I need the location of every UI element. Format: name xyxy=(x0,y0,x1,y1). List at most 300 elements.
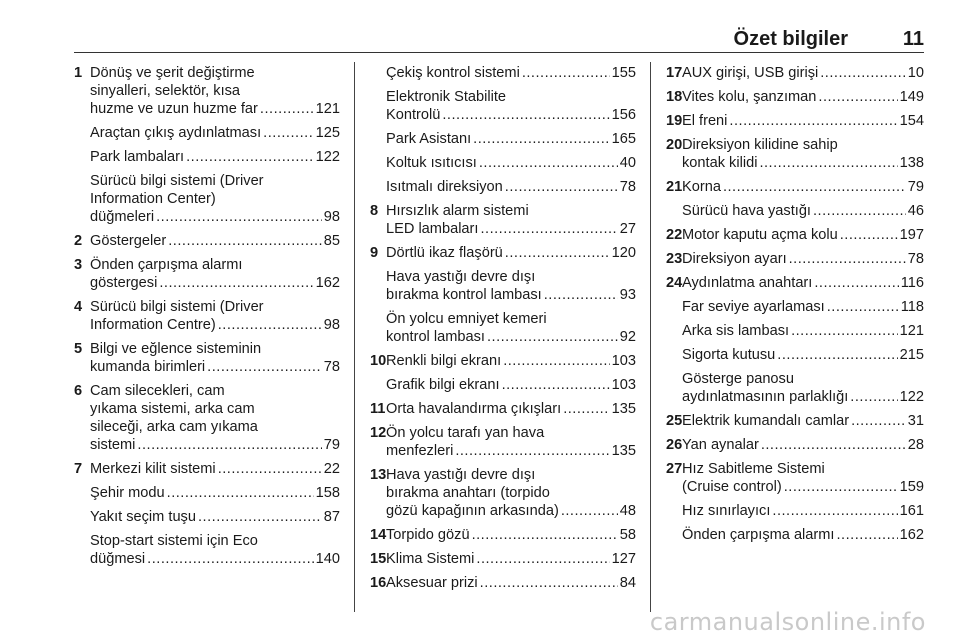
entry-last-line xyxy=(682,250,924,268)
dot-leader xyxy=(207,358,322,376)
entry-line: Stop-start sistemi için Eco xyxy=(90,533,258,549)
entry-last-line xyxy=(682,274,924,292)
entry-label: Information Centre) xyxy=(90,317,216,333)
entry-label: bırakma kontrol lambası xyxy=(386,287,542,303)
dot-leader xyxy=(156,208,322,226)
index-entry xyxy=(370,244,636,262)
entry-line: Hırsızlık alarm sistemi xyxy=(386,203,529,219)
entry-label: Koltuk ısıtıcısı xyxy=(386,155,477,171)
entry-line: Hava yastığı devre dışı xyxy=(386,269,536,285)
entry-label: Yakıt seçim tuşu xyxy=(90,509,196,525)
entry-text xyxy=(682,322,924,340)
page-reference: 48 xyxy=(619,503,636,519)
entry-label: kontak kilidi xyxy=(682,155,758,171)
dot-leader xyxy=(476,550,609,568)
dot-leader xyxy=(761,436,906,454)
entry-last-line xyxy=(386,442,636,460)
page-reference: 127 xyxy=(611,551,636,567)
item-number: 7 xyxy=(74,461,83,477)
index-entry xyxy=(370,268,636,304)
index-entry xyxy=(74,124,340,142)
entry-label: Merkezi kilit sistemi xyxy=(90,461,216,477)
entry-text xyxy=(682,274,924,292)
page-title: Özet bilgiler xyxy=(733,28,848,50)
entry-text xyxy=(90,484,340,502)
entry-last-line xyxy=(386,106,636,124)
column-divider-1 xyxy=(354,62,355,612)
index-entry xyxy=(370,154,636,172)
entry-last-line xyxy=(386,178,636,196)
entry-label: kumanda birimleri xyxy=(90,359,206,375)
entry-text xyxy=(682,460,924,496)
dot-leader xyxy=(218,460,322,478)
dot-leader xyxy=(729,112,897,130)
dot-leader xyxy=(563,400,609,418)
dot-leader xyxy=(455,442,609,460)
entry-text xyxy=(386,268,636,304)
entry-text xyxy=(386,202,636,238)
entry-label: sistemi xyxy=(90,437,136,453)
item-number: 11 xyxy=(370,401,386,417)
entry-line: Information Center) xyxy=(90,191,216,207)
page-number: 11 xyxy=(902,28,924,50)
item-number: 6 xyxy=(74,383,83,399)
entry-last-line xyxy=(682,202,924,220)
entry-label: Aksesuar prizi xyxy=(386,575,478,591)
item-number: 2 xyxy=(74,233,83,249)
entry-line: Ön yolcu tarafı yan hava xyxy=(386,425,545,441)
entry-line: yıkama sistemi, arka cam xyxy=(90,401,255,417)
index-entry xyxy=(74,232,340,250)
dot-leader xyxy=(561,502,618,520)
dot-leader xyxy=(850,388,897,406)
dot-leader xyxy=(777,346,897,364)
dot-leader xyxy=(147,550,313,568)
entry-last-line xyxy=(386,64,636,82)
entry-text xyxy=(90,298,340,334)
page-reference: 93 xyxy=(619,287,636,303)
entry-last-line xyxy=(682,322,924,340)
entry-label: düğmeleri xyxy=(90,209,155,225)
entry-text xyxy=(90,382,340,454)
index-entry xyxy=(370,526,636,544)
entry-label: huzme ve uzun huzme far xyxy=(90,101,258,117)
dot-leader xyxy=(168,232,322,250)
index-entry xyxy=(74,532,340,568)
entry-label: El freni xyxy=(682,113,728,129)
entry-label: AUX girişi, USB girişi xyxy=(682,65,819,81)
entry-label: Motor kaputu açma kolu xyxy=(682,227,838,243)
index-column-right xyxy=(666,64,924,550)
dot-leader xyxy=(772,502,897,520)
index-entry xyxy=(666,460,924,496)
page-reference: 158 xyxy=(315,485,340,501)
entry-text xyxy=(682,64,924,82)
page-reference: 28 xyxy=(907,437,924,453)
entry-last-line xyxy=(90,436,340,454)
entry-text xyxy=(90,124,340,142)
item-number: 16 xyxy=(370,575,387,591)
entry-last-line xyxy=(90,274,340,292)
entry-text xyxy=(90,508,340,526)
dot-leader xyxy=(784,478,898,496)
dot-leader xyxy=(759,154,897,172)
item-number: 26 xyxy=(666,437,683,453)
entry-label: Far seviye ayarlaması xyxy=(682,299,825,315)
page-reference: 85 xyxy=(323,233,340,249)
entry-text xyxy=(90,460,340,478)
page-reference: 10 xyxy=(907,65,924,81)
item-number: 4 xyxy=(74,299,83,315)
entry-line: Cam silecekleri, cam xyxy=(90,383,225,399)
entry-last-line xyxy=(386,526,636,544)
page-reference: 120 xyxy=(611,245,636,261)
dot-leader xyxy=(167,484,314,502)
entry-text xyxy=(386,466,636,520)
index-entry xyxy=(666,250,924,268)
entry-last-line xyxy=(386,550,636,568)
entry-text xyxy=(682,226,924,244)
entry-label: düğmesi xyxy=(90,551,146,567)
index-entry xyxy=(370,424,636,460)
page-reference: 125 xyxy=(315,125,340,141)
entry-last-line xyxy=(386,502,636,520)
entry-label: Isıtmalı direksiyon xyxy=(386,179,503,195)
page-reference: 159 xyxy=(899,479,924,495)
entry-last-line xyxy=(386,574,636,592)
page-reference: 121 xyxy=(315,101,340,117)
dot-leader xyxy=(814,274,898,292)
entry-label: kontrol lambası xyxy=(386,329,485,345)
index-entry xyxy=(370,400,636,418)
column-divider-2 xyxy=(650,62,651,612)
entry-label: Korna xyxy=(682,179,721,195)
dot-leader xyxy=(503,352,609,370)
index-entry xyxy=(666,226,924,244)
dot-leader xyxy=(813,202,906,220)
page-reference: 98 xyxy=(323,209,340,225)
entry-last-line xyxy=(682,526,924,544)
page-reference: 197 xyxy=(899,227,924,243)
entry-label: Şehir modu xyxy=(90,485,165,501)
entry-text xyxy=(386,376,636,394)
dot-leader xyxy=(260,100,314,118)
entry-last-line xyxy=(682,112,924,130)
dot-leader xyxy=(851,412,906,430)
entry-line: Ön yolcu emniyet kemeri xyxy=(386,311,547,327)
entry-last-line xyxy=(90,550,340,568)
entry-last-line xyxy=(682,346,924,364)
entry-line: Önden çarpışma alarmı xyxy=(90,257,243,273)
entry-label: Yan aynalar xyxy=(682,437,759,453)
page-reference: 162 xyxy=(315,275,340,291)
page-reference: 154 xyxy=(899,113,924,129)
dot-leader xyxy=(791,322,898,340)
index-entry xyxy=(370,130,636,148)
entry-last-line xyxy=(386,376,636,394)
entry-text xyxy=(682,250,924,268)
index-entry xyxy=(666,322,924,340)
entry-text xyxy=(682,346,924,364)
entry-text xyxy=(682,112,924,130)
page-reference: 155 xyxy=(611,65,636,81)
index-entry xyxy=(666,346,924,364)
index-entry xyxy=(370,550,636,568)
page-reference: 165 xyxy=(611,131,636,147)
page-reference: 161 xyxy=(899,503,924,519)
entry-text xyxy=(386,574,636,592)
entry-label: Orta havalandırma çıkışları xyxy=(386,401,562,417)
entry-last-line xyxy=(386,328,636,346)
page-reference: 118 xyxy=(900,299,924,315)
entry-text xyxy=(386,178,636,196)
entry-label: Sigorta kutusu xyxy=(682,347,776,363)
entry-line: Sürücü bilgi sistemi (Driver xyxy=(90,299,264,315)
index-entry xyxy=(74,382,340,454)
entry-label: (Cruise control) xyxy=(682,479,782,495)
entry-last-line xyxy=(90,232,340,250)
entry-last-line xyxy=(682,478,924,496)
index-entry xyxy=(666,178,924,196)
item-number: 25 xyxy=(666,413,683,429)
page-header xyxy=(0,0,960,60)
index-entry xyxy=(666,298,924,316)
entry-text xyxy=(386,130,636,148)
page-reference: 140 xyxy=(315,551,340,567)
page-reference: 121 xyxy=(899,323,924,339)
index-column-middle xyxy=(370,64,636,598)
item-number: 20 xyxy=(666,137,683,153)
dot-leader xyxy=(218,316,322,334)
index-entry xyxy=(370,64,636,82)
entry-last-line xyxy=(682,154,924,172)
entry-last-line xyxy=(386,244,636,262)
entry-line: Elektronik Stabilite xyxy=(386,89,507,105)
entry-text xyxy=(386,352,636,370)
index-entry xyxy=(74,148,340,166)
entry-label: LED lambaları xyxy=(386,221,479,237)
entry-text xyxy=(386,526,636,544)
dot-leader xyxy=(137,436,321,454)
entry-text xyxy=(386,424,636,460)
entry-label: Klima Sistemi xyxy=(386,551,475,567)
entry-label: Araçtan çıkış aydınlatması xyxy=(90,125,262,141)
entry-text xyxy=(682,298,924,316)
item-number: 15 xyxy=(370,551,387,567)
index-entry xyxy=(666,88,924,106)
item-number: 1 xyxy=(74,65,83,81)
index-entry xyxy=(666,436,924,454)
item-number: 27 xyxy=(666,461,683,477)
entry-line: bırakma anahtarı (torpido xyxy=(386,485,550,501)
index-entry xyxy=(370,466,636,520)
entry-last-line xyxy=(682,226,924,244)
page-reference: 103 xyxy=(611,353,636,369)
entry-last-line xyxy=(682,388,924,406)
entry-text xyxy=(90,148,340,166)
dot-leader xyxy=(505,244,610,262)
dot-leader xyxy=(198,508,322,526)
entry-last-line xyxy=(386,352,636,370)
entry-text xyxy=(90,64,340,118)
entry-label: menfezleri xyxy=(386,443,454,459)
entry-label: Sürücü hava yastığı xyxy=(682,203,811,219)
index-entry xyxy=(666,112,924,130)
entry-text xyxy=(682,136,924,172)
entry-last-line xyxy=(90,124,340,142)
entry-line: Dönüş ve şerit değiştirme xyxy=(90,65,255,81)
entry-last-line xyxy=(90,484,340,502)
entry-line: Gösterge panosu xyxy=(682,371,794,387)
entry-last-line xyxy=(90,208,340,226)
entry-label: Elektrik kumandalı camlar xyxy=(682,413,850,429)
item-number: 8 xyxy=(370,203,379,219)
page-reference: 79 xyxy=(907,179,924,195)
entry-last-line xyxy=(386,130,636,148)
entry-last-line xyxy=(90,316,340,334)
index-column-left xyxy=(74,64,340,574)
entry-line: Hava yastığı devre dışı xyxy=(386,467,536,483)
page-reference: 84 xyxy=(619,575,636,591)
item-number: 14 xyxy=(370,527,387,543)
page-reference: 31 xyxy=(907,413,924,429)
index-entry xyxy=(666,274,924,292)
dot-leader xyxy=(159,274,313,292)
page-reference: 79 xyxy=(323,437,340,453)
entry-text xyxy=(682,88,924,106)
page-reference: 40 xyxy=(619,155,636,171)
item-number: 5 xyxy=(74,341,83,357)
page-reference: 156 xyxy=(611,107,636,123)
index-entry xyxy=(74,484,340,502)
index-entry xyxy=(74,508,340,526)
dot-leader xyxy=(186,148,314,166)
entry-last-line xyxy=(682,178,924,196)
entry-label: Arka sis lambası xyxy=(682,323,790,339)
entry-label: Kontrolü xyxy=(386,107,441,123)
entry-last-line xyxy=(386,286,636,304)
index-entry xyxy=(666,502,924,520)
page-reference: 135 xyxy=(611,443,636,459)
item-number: 18 xyxy=(666,89,683,105)
entry-last-line xyxy=(90,460,340,478)
watermark: carmanualsonline.info xyxy=(649,608,926,636)
entry-text xyxy=(386,310,636,346)
entry-label: Dörtlü ikaz flaşörü xyxy=(386,245,503,261)
item-number: 19 xyxy=(666,113,683,129)
entry-line: Hız Sabitleme Sistemi xyxy=(682,461,825,477)
entry-label: Önden çarpışma alarmı xyxy=(682,527,835,543)
entry-label: Vites kolu, şanzıman xyxy=(682,89,817,105)
dot-leader xyxy=(479,154,618,172)
index-entry xyxy=(370,376,636,394)
dot-leader xyxy=(840,226,898,244)
index-entry xyxy=(666,202,924,220)
entry-line: sinyalleri, selektör, kısa xyxy=(90,83,241,99)
dot-leader xyxy=(473,130,609,148)
dot-leader xyxy=(480,220,617,238)
page-reference: 78 xyxy=(619,179,636,195)
entry-text xyxy=(386,244,636,262)
page-reference: 122 xyxy=(899,389,924,405)
entry-label: Renkli bilgi ekranı xyxy=(386,353,502,369)
item-number: 17 xyxy=(666,65,683,81)
dot-leader xyxy=(818,88,897,106)
dot-leader xyxy=(820,64,906,82)
item-number: 9 xyxy=(370,245,379,261)
item-number: 21 xyxy=(666,179,683,195)
index-entry xyxy=(666,64,924,82)
dot-leader xyxy=(723,178,906,196)
entry-text xyxy=(386,88,636,124)
dot-leader xyxy=(480,574,618,592)
entry-last-line xyxy=(682,412,924,430)
dot-leader xyxy=(502,376,610,394)
entry-label: Çekiş kontrol sistemi xyxy=(386,65,520,81)
entry-last-line xyxy=(682,64,924,82)
entry-line: Bilgi ve eğlence sisteminin xyxy=(90,341,262,357)
item-number: 13 xyxy=(370,467,387,483)
entry-text xyxy=(682,502,924,520)
index-entry xyxy=(370,178,636,196)
entry-label: Direksiyon ayarı xyxy=(682,251,787,267)
page-reference: 87 xyxy=(323,509,340,525)
entry-line: Direksiyon kilidine sahip xyxy=(682,137,838,153)
entry-last-line xyxy=(90,358,340,376)
entry-last-line xyxy=(682,436,924,454)
page-reference: 46 xyxy=(907,203,924,219)
page-reference: 78 xyxy=(323,359,340,375)
page-reference: 138 xyxy=(899,155,924,171)
entry-text xyxy=(90,232,340,250)
entry-last-line xyxy=(386,220,636,238)
entry-label: Grafik bilgi ekranı xyxy=(386,377,500,393)
entry-text xyxy=(682,436,924,454)
index-entry xyxy=(74,64,340,118)
dot-leader xyxy=(487,328,618,346)
index-entry xyxy=(74,256,340,292)
entry-label: Göstergeler xyxy=(90,233,167,249)
index-entry xyxy=(666,412,924,430)
entry-text xyxy=(386,154,636,172)
page-reference: 27 xyxy=(619,221,636,237)
index-entry xyxy=(370,574,636,592)
dot-leader xyxy=(522,64,610,82)
entry-text xyxy=(90,256,340,292)
page-reference: 103 xyxy=(611,377,636,393)
index-entry xyxy=(74,460,340,478)
item-number: 3 xyxy=(74,257,83,273)
dot-leader xyxy=(837,526,898,544)
entry-last-line xyxy=(682,502,924,520)
item-number: 24 xyxy=(666,275,683,291)
entry-text xyxy=(90,340,340,376)
entry-last-line xyxy=(90,148,340,166)
entry-label: göstergesi xyxy=(90,275,158,291)
entry-line: sileceği, arka cam yıkama xyxy=(90,419,258,435)
page-reference: 135 xyxy=(611,401,636,417)
entry-text xyxy=(682,370,924,406)
dot-leader xyxy=(442,106,609,124)
entry-text xyxy=(386,550,636,568)
dot-leader xyxy=(472,526,618,544)
page-reference: 122 xyxy=(315,149,340,165)
dot-leader xyxy=(827,298,899,316)
entry-last-line xyxy=(386,400,636,418)
item-number: 22 xyxy=(666,227,683,243)
entry-text xyxy=(682,178,924,196)
index-entry xyxy=(370,202,636,238)
